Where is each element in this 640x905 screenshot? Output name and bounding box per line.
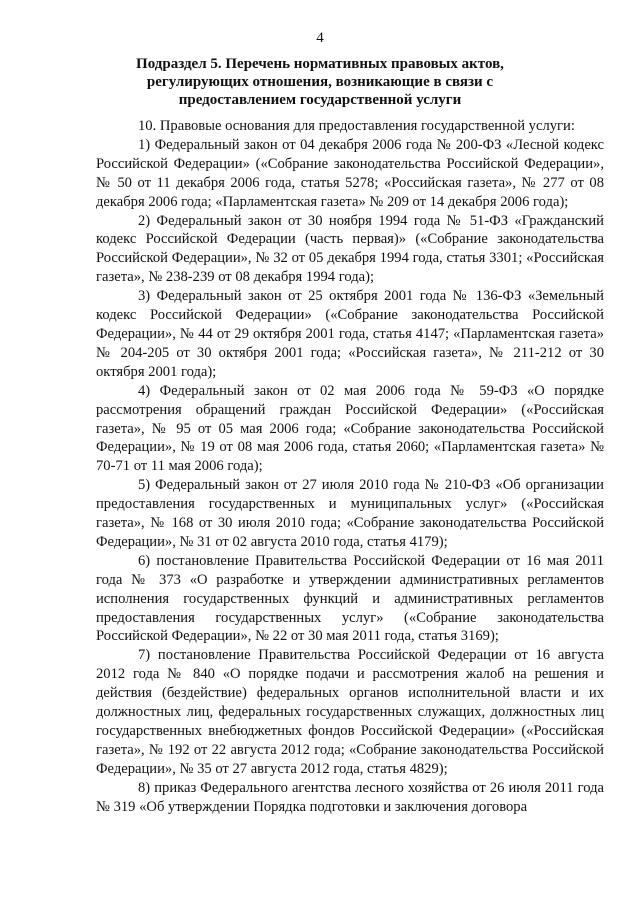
list-item: 1) Федеральный закон от 04 декабря 2006 года № 200-ФЗ «Лесной кодекс Российской Федерации» («Собрание законодательства Российской Федерации», № 50 от 11 декабря 2006 года, статья 5278; «Российская газета», № 277 от 08 декабря 2006 года; «Парламентская газета» № 209 от 14 декабря 2006 года); <box>96 136 604 210</box>
list-item: 8) приказ Федерального агентства лесного хозяйства от 26 июля 2011 года № 319 «Об утверждении Порядка подготовки и заключения договора <box>96 779 604 815</box>
page-number: 4 <box>316 30 324 46</box>
document-body <box>96 117 604 817</box>
list-item: 4) Федеральный закон от 02 мая 2006 года № 59-ФЗ «О порядке рассмотрения обращений граждан Российской Федерации» («Российская газета», № 95 от 05 мая 2006 года; «Собрание законодательства Российской Федерации», № 19 от 08 мая 2006 года, статья 2060; «Парламентская газета» № 70-71 от 11 мая 2006 года); <box>96 382 604 475</box>
list-item: 5) Федеральный закон от 27 июля 2010 года № 210-ФЗ «Об организации предоставления государственных и муниципальных услуг» («Российская газета», № 168 от 30 июля 2010 года; «Собрание законодательства Российской Федерации», № 31 от 02 августа 2010 года, статья 4179); <box>96 477 604 550</box>
section-heading: Подраздел 5. Перечень нормативных правовых актов, регулирующих отношения, возникающие в связи с предоставлением государственной услуги <box>136 56 504 108</box>
list-item: 6) постановление Правительства Российской Федерации от 16 мая 2011 года № 373 «О разработке и утверждении административных регламентов исполнения государственных функций и административных регламентов предоставления государственных услуг» («Собрание законодательства Российской Федерации», № 22 от 30 мая 2011 года, статья 3169); <box>96 552 604 645</box>
list-item: 7) постановление Правительства Российской Федерации от 16 августа 2012 года № 840 «О порядке подачи и рассмотрения жалоб на решения и действия (бездействие) федеральных органов исполнительной власти и их должностных лиц, федеральных государственных служащих, должностных лиц государственных внебюджетных фондов Российской Федерации» («Российская газета», № 192 от 22 августа 2012 года; «Собрание законодательства Российской Федерации», № 35 от 27 августа 2012 года, статья 4829); <box>96 647 604 777</box>
list-item: 2) Федеральный закон от 30 ноября 1994 года № 51-ФЗ «Гражданский кодекс Российской Федерации (часть первая)» («Собрание законодательства Российской Федерации», № 32 от 05 декабря 1994 года, статья 3301; «Российская газета», № 238-239 от 08 декабря 1994 года); <box>96 212 604 286</box>
list-item: 3) Федеральный закон от 25 октября 2001 года № 136-ФЗ «Земельный кодекс Российской Федерации» («Собрание законодательства Российской Федерации», № 44 от 29 октября 2001 года, статья 4147; «Парламентская газета» № 204-205 от 30 октября 2001 года; «Российская газета», № 211-212 от 30 октября 2001 года); <box>96 288 604 380</box>
paragraph-intro: 10. Правовые основания для предоставления государственной услуги: <box>138 118 575 134</box>
